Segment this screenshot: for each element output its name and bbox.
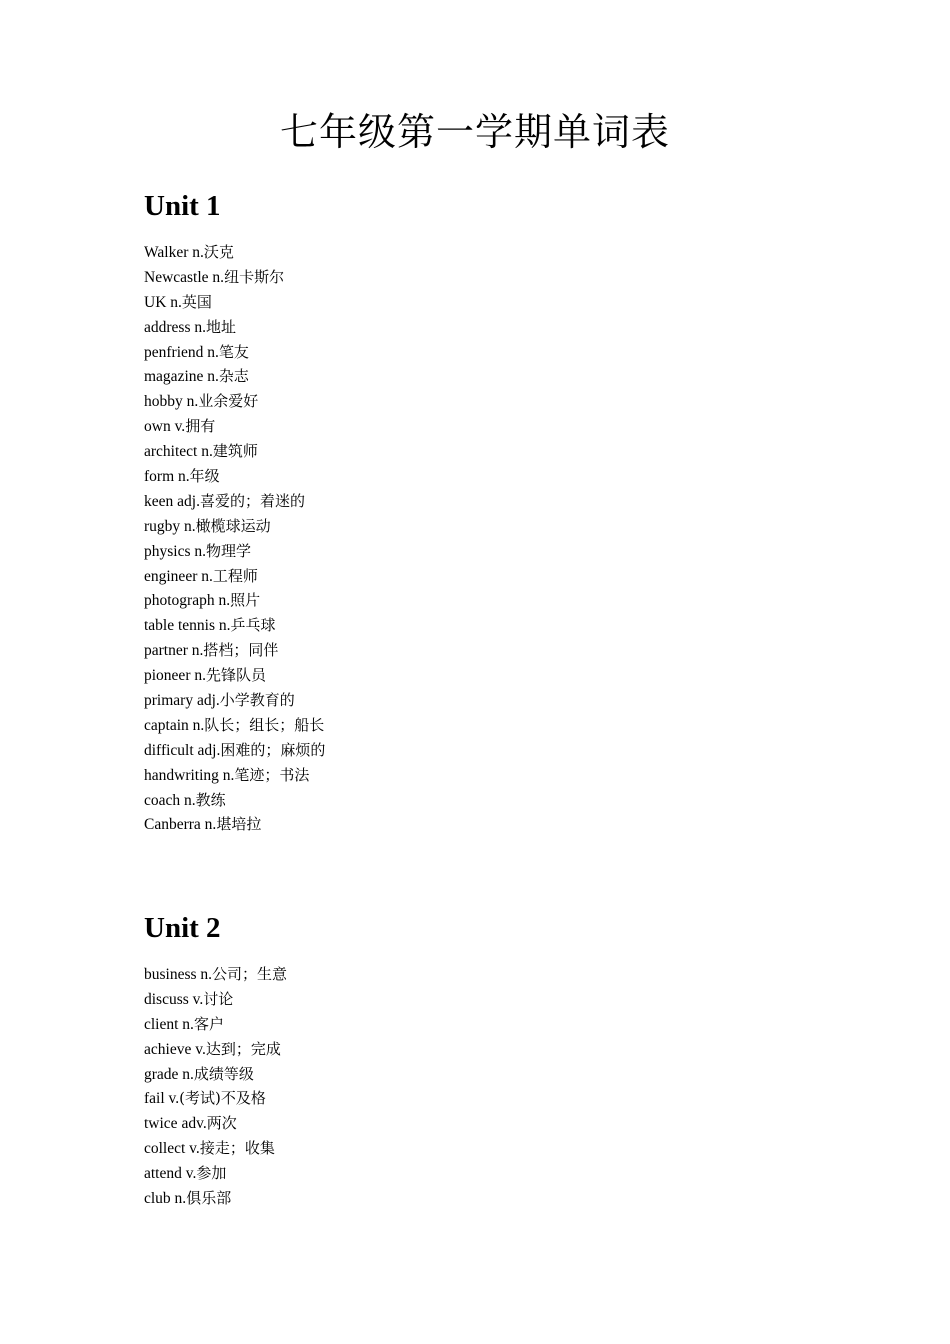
list-item [144,489,325,514]
list-item [144,613,325,638]
word-meaning: 客户 [193,1014,224,1033]
word-term: captain n. [144,716,205,734]
word-term: club n. [144,1190,187,1208]
word-meaning: 笔迹；书法 [234,765,310,784]
list-item [144,1062,287,1087]
word-meaning: 讨论 [203,989,234,1008]
list-item [144,1012,287,1037]
list-item [144,1086,287,1111]
word-meaning: 先锋队员 [205,666,266,685]
word-meaning: 建筑师 [212,442,258,461]
word-meaning: 业余爱好 [198,392,259,411]
word-meaning: 参加 [196,1164,227,1183]
word-meaning: 拥有 [185,417,216,436]
list-item [144,1111,287,1136]
word-meaning: 橄榄球运动 [195,516,271,535]
word-meaning: 喜爱的；着迷的 [199,491,305,510]
word-meaning: (考试)不及格 [179,1089,266,1108]
word-term: UK n. [144,293,182,311]
word-meaning: 年级 [189,467,220,486]
word-meaning: 笔友 [218,342,249,361]
list-item [144,240,325,265]
word-term: twice adv. [144,1115,207,1133]
word-meaning: 工程师 [212,566,258,585]
list-item [144,539,325,564]
list-item [144,663,325,688]
list-item [144,265,325,290]
word-term: client n. [144,1015,194,1033]
word-term: handwriting n. [144,766,235,784]
word-meaning: 乒乓球 [230,616,276,635]
word-term: rugby n. [144,517,196,535]
word-term: physics n. [144,542,206,560]
list-item [144,763,325,788]
word-meaning: 成绩等级 [193,1064,254,1083]
word-term: own v. [144,418,186,436]
word-meaning: 地址 [206,317,237,336]
word-term: discuss v. [144,990,204,1008]
word-term: architect n. [144,443,213,461]
word-meaning: 困难的；麻烦的 [220,740,326,759]
word-meaning: 队长；组长；船长 [204,715,325,734]
list-item [144,638,325,663]
list-item [144,987,287,1012]
list-item [144,588,325,613]
word-term: partner n. [144,642,204,660]
list-item [144,812,325,837]
list-item [144,414,325,439]
list-item [144,564,325,589]
word-meaning: 照片 [230,591,261,610]
word-term: table tennis n. [144,617,231,635]
word-term: difficult adj. [144,741,221,759]
word-meaning: 接走；收集 [199,1139,275,1158]
word-term: primary adj. [144,692,220,710]
word-term: hobby n. [144,393,199,411]
list-item [144,962,287,987]
list-item [144,788,325,813]
word-term: address n. [144,318,206,336]
list-item [144,1136,287,1161]
list-item [144,688,325,713]
page-title: 七年级第一学期单词表 [279,110,670,154]
list-item [144,713,325,738]
list-item [144,340,325,365]
word-term: form n. [144,468,190,486]
word-meaning: 杂志 [218,367,249,386]
word-term: coach n. [144,791,196,809]
word-meaning: 两次 [206,1114,237,1133]
word-meaning: 俱乐部 [186,1189,232,1208]
list-item [144,1161,287,1186]
word-meaning: 达到；完成 [205,1039,281,1058]
word-term: fail v. [144,1090,180,1108]
word-meaning: 英国 [181,292,212,311]
unit-2-word-list [144,962,287,1211]
word-term: penfriend n. [144,343,219,361]
word-term: grade n. [144,1065,194,1083]
list-item [144,364,325,389]
word-term: keen adj. [144,492,200,510]
list-item [144,1037,287,1062]
word-meaning: 搭档；同伴 [203,641,279,660]
list-item [144,290,325,315]
word-meaning: 物理学 [206,541,252,560]
list-item [144,1186,287,1211]
word-meaning: 纽卡斯尔 [224,267,285,286]
word-term: business n. [144,966,213,983]
unit-1-heading: Unit 1 [144,190,221,222]
word-meaning: 堪培拉 [216,815,262,834]
unit-1-word-list [144,240,325,837]
unit-2-heading: Unit 2 [144,912,221,944]
word-term: achieve v. [144,1040,206,1058]
word-term: photograph n. [144,592,231,610]
list-item [144,389,325,414]
word-term: engineer n. [144,567,213,585]
word-term: attend v. [144,1165,197,1183]
word-meaning: 沃克 [203,243,234,261]
word-term: magazine n. [144,368,219,386]
word-meaning: 公司；生意 [212,965,288,983]
list-item [144,439,325,464]
word-term: Newcastle n. [144,268,225,286]
word-meaning: 小学教育的 [219,691,295,710]
list-item [144,738,325,763]
word-term: Walker n. [144,244,204,261]
word-term: collect v. [144,1140,200,1158]
word-meaning: 教练 [195,790,226,809]
list-item [144,315,325,340]
list-item [144,464,325,489]
word-term: Canberra n. [144,816,217,834]
list-item [144,514,325,539]
word-term: pioneer n. [144,667,206,685]
